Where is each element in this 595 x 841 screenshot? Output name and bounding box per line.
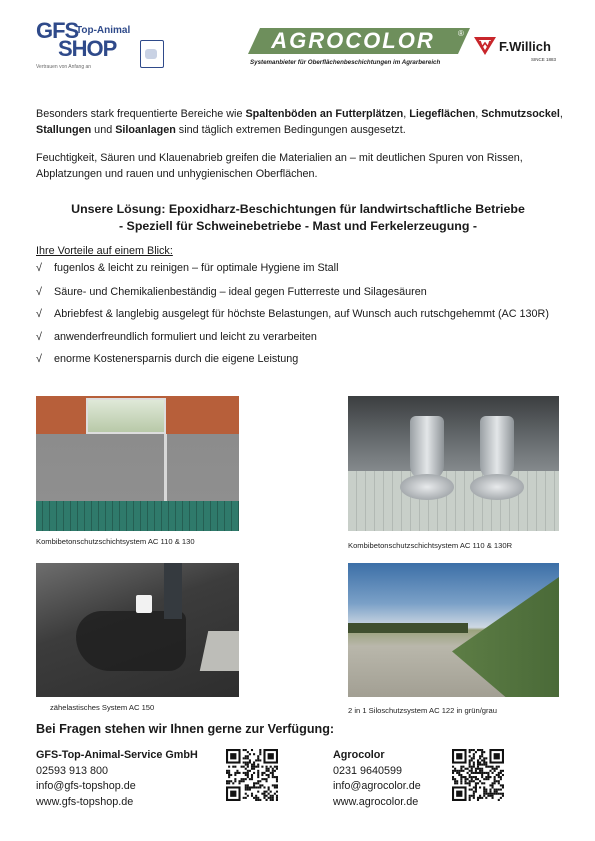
- check-icon: √: [36, 308, 42, 320]
- contact-email[interactable]: info@agrocolor.de: [333, 780, 421, 793]
- feeder-bowl: [400, 474, 454, 500]
- contact-heading: Bei Fragen stehen wir Ihnen gerne zur Verfügung:: [36, 722, 335, 736]
- agrocolor-logo-name: AGROCOLOR: [271, 28, 435, 53]
- photo-silo-wall: [348, 563, 559, 697]
- photo-pig-pen-floor: [36, 396, 239, 531]
- body-text: ,: [559, 108, 563, 120]
- gfs-logo-shop: SHOP: [58, 36, 117, 61]
- list-item-text: enorme Kostenersparnis durch die eigene Leistung: [54, 353, 299, 365]
- advantages-list: [36, 262, 564, 367]
- intro-paragraph-1: [36, 107, 564, 138]
- photo-caption: zähelastisches System AC 150: [50, 703, 155, 712]
- feeder-bowl: [470, 474, 524, 500]
- gfs-logo-gfs: GFS: [36, 18, 79, 43]
- photo-caption: 2 in 1 Siloschutzsystem AC 122 in grün/grau: [348, 706, 498, 715]
- wet-coating: [76, 611, 186, 671]
- solution-headline: [36, 201, 560, 235]
- list-item: [36, 308, 564, 322]
- contact-phone[interactable]: 0231 9640599: [333, 764, 403, 777]
- check-icon: √: [36, 330, 42, 343]
- worker-leg: [164, 563, 182, 619]
- emphasis-text: Stallungen: [36, 123, 92, 136]
- solution-headline-line-2: - Speziell für Schweinebetriebe - Mast und Ferkelerzeugung -: [118, 219, 477, 233]
- photo-feeders-floor: [348, 396, 559, 531]
- intro-paragraph-2: Feuchtigkeit, Säuren und Klauenabrieb greifen die Materialien an – mit deutlichen Spuren von Rissen, Abplatzungen und rauen und unhygienischen Oberflächen.: [36, 152, 523, 180]
- qr-code-icon[interactable]: [452, 749, 504, 801]
- willich-logo-since: SINCE 1883: [531, 57, 557, 62]
- agrocolor-subtitle: Systemanbieter für Oberflächenbeschichtungen im Agrarbereich: [250, 59, 441, 66]
- emphasis-text: Liegeflächen: [409, 108, 476, 120]
- list-item-text: Säure- und Chemikalienbeständig – ideal gegen Futterreste und Silagesäuren: [54, 285, 427, 298]
- body-text: ,: [403, 108, 410, 120]
- photo-caption: Kombibetonschutzschichtsystem AC 110 & 130: [36, 537, 195, 546]
- check-icon: √: [36, 262, 42, 274]
- board: [200, 631, 239, 671]
- green-silo-wall: [452, 577, 559, 697]
- list-item-text: Abriebfest & langlebig ausgelegt für höchste Belastungen, auf Wunsch auch rutschgehemmt (AC 130R): [54, 308, 549, 320]
- contact-name: GFS-Top-Animal-Service GmbH: [36, 749, 198, 761]
- contact-web[interactable]: www.agrocolor.de: [333, 795, 419, 808]
- gfs-logo-tagline: Vertrauen von Anfang an: [36, 64, 92, 70]
- willich-emblem-icon: [474, 33, 496, 55]
- check-icon: √: [36, 353, 42, 365]
- body-text: sind täglich extremen Bedingungen ausgesetzt.: [175, 123, 406, 136]
- advantages-heading: Ihre Vorteile auf einem Blick:: [36, 245, 173, 257]
- feeder: [410, 416, 444, 480]
- window: [86, 398, 166, 434]
- willich-logo-name: F.Willich: [499, 39, 551, 54]
- gfs-logo-top-animal: Top-Animal: [76, 25, 131, 36]
- photo-floor-coating-application: [36, 563, 239, 697]
- registered-mark: ®: [458, 29, 464, 38]
- contact-web[interactable]: www.gfs-topshop.de: [36, 795, 134, 808]
- list-item: [36, 353, 564, 367]
- list-item: [36, 262, 564, 276]
- check-icon: √: [36, 285, 42, 298]
- contact-phone[interactable]: 02593 913 800: [36, 764, 109, 777]
- body-text: ,: [475, 108, 482, 120]
- solution-headline-line-1: Unsere Lösung: Epoxidharz-Beschichtungen für landwirtschaftliche Betriebe: [71, 202, 525, 216]
- bucket: [136, 595, 152, 613]
- coated-slatted-floor: [36, 501, 239, 531]
- emphasis-text: Schmutzsockel: [481, 108, 560, 120]
- list-item: [36, 331, 564, 345]
- feeder: [480, 416, 514, 480]
- body-text: und: [91, 123, 116, 136]
- emphasis-text: Spaltenböden an Futterplätzen: [245, 108, 404, 120]
- emphasis-text: Siloanlagen: [115, 123, 176, 136]
- list-item-text: anwenderfreundlich formuliert und leicht zu verarbeiten: [54, 330, 317, 343]
- qr-code-icon[interactable]: [226, 749, 278, 801]
- contact-agrocolor: [333, 748, 421, 810]
- contact-email[interactable]: info@gfs-topshop.de: [36, 780, 136, 793]
- tree-line: [348, 623, 468, 633]
- contact-gfs: [36, 748, 198, 810]
- list-item-text: fugenlos & leicht zu reinigen – für optimale Hygiene im Stall: [54, 262, 339, 274]
- photo-caption: Kombibetonschutzschichtsystem AC 110 & 130R: [348, 541, 513, 550]
- body-text: Besonders stark frequentierte Bereiche wie: [36, 108, 246, 120]
- pig-icon: [140, 40, 164, 68]
- list-item: [36, 286, 564, 300]
- contact-name: Agrocolor: [333, 749, 385, 761]
- slatted-floor: [348, 471, 559, 531]
- agrocolor-logo: [248, 28, 470, 56]
- gfs-topshop-logo: [36, 20, 166, 76]
